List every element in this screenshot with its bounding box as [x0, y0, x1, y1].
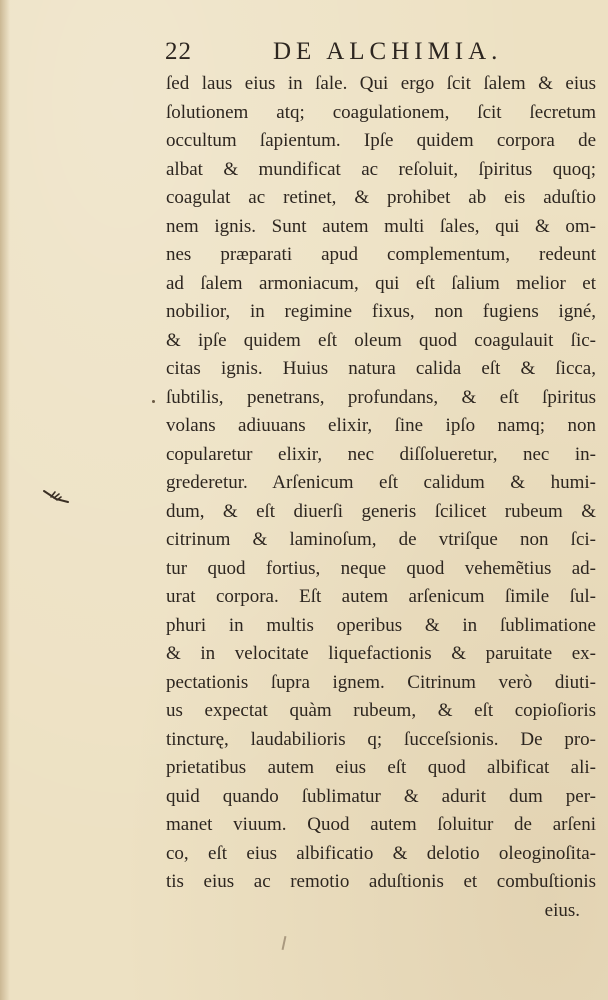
page-number: 22 [165, 38, 192, 65]
text-line: & ipſe quidem eſt oleum quod coagulauit ſic- [166, 329, 596, 351]
text-line: coagulat ac retinet, & prohibet ab eis aduſtio [166, 187, 596, 208]
manicule-hand-icon [42, 488, 70, 506]
text-line: quid quando ſublimatur & adurit dum per- [166, 785, 596, 807]
text-line-final: eius. [544, 899, 580, 921]
text-line: citas ignis. Huius natura calida eſt & ſicca, [166, 358, 596, 379]
margin-dot [152, 400, 155, 403]
text-line: citrinum & laminoſum, de vtriſque non ſci- [166, 529, 596, 550]
text-line: us expectat quàm rubeum, & eſt copioſioris [166, 700, 596, 721]
text-line: manet viuum. Quod autem ſoluitur de arſeni [166, 814, 596, 835]
text-line: dum, & eſt diuerſi generis ſcilicet rubeum & [166, 500, 596, 522]
text-line: ſed laus eius in ſale. Qui ergo ſcit ſalem & eius [166, 73, 596, 94]
text-line: ad ſalem armoniacum, qui eſt ſalium melior et [166, 272, 596, 294]
text-line: grederetur. Arſenicum eſt calidum & humi- [166, 472, 596, 493]
text-line: albat & mundificat ac reſoluit, ſpiritus quoq; [166, 158, 596, 180]
text-line: phuri in multis operibus & in ſublimatione [166, 614, 596, 636]
paper-blemish [282, 936, 287, 950]
text-line: ſolutionem atq; coagulationem, ſcit ſecretum [166, 101, 596, 123]
text-line: copularetur elixir, nec diſſolueretur, nec in- [166, 443, 596, 465]
text-line: pectationis ſupra ignem. Citrinum verò diuti- [166, 671, 596, 693]
text-line: tur quod fortius, neque quod vehemẽtius ad- [166, 557, 596, 579]
text-line: nem ignis. Sunt autem multi ſales, qui & om- [166, 215, 596, 237]
text-line: occultum ſapientum. Ipſe quidem corpora de [166, 130, 596, 151]
text-line: urat corpora. Eſt autem arſenicum ſimile ſul- [166, 586, 596, 607]
text-line: & in velocitate liquefactionis & paruitate ex- [166, 643, 596, 664]
body-text [166, 70, 596, 925]
text-line: tincturę, laudabilioris q; ſucceſsionis. De pro- [166, 728, 596, 750]
page-gutter-shadow [0, 0, 10, 1000]
text-line: nes præparati apud complementum, redeunt [166, 244, 596, 265]
text-line: prietatibus autem eius eſt quod albificat ali- [166, 757, 596, 778]
text-line: nobilior, in regimine fixus, non fugiens igné, [166, 301, 596, 322]
page-header [165, 36, 565, 70]
text-line: volans adiuuans elixir, ſine ipſo namq; non [166, 415, 596, 436]
text-line: tis eius ac remotio aduſtionis et combuſtionis [166, 871, 596, 892]
text-line: ſubtilis, penetrans, profundans, & eſt ſpiritus [166, 386, 596, 408]
running-title: DE ALCHIMIA. [273, 38, 503, 65]
text-line: co, eſt eius albificatio & delotio oleoginoſita- [166, 842, 596, 864]
